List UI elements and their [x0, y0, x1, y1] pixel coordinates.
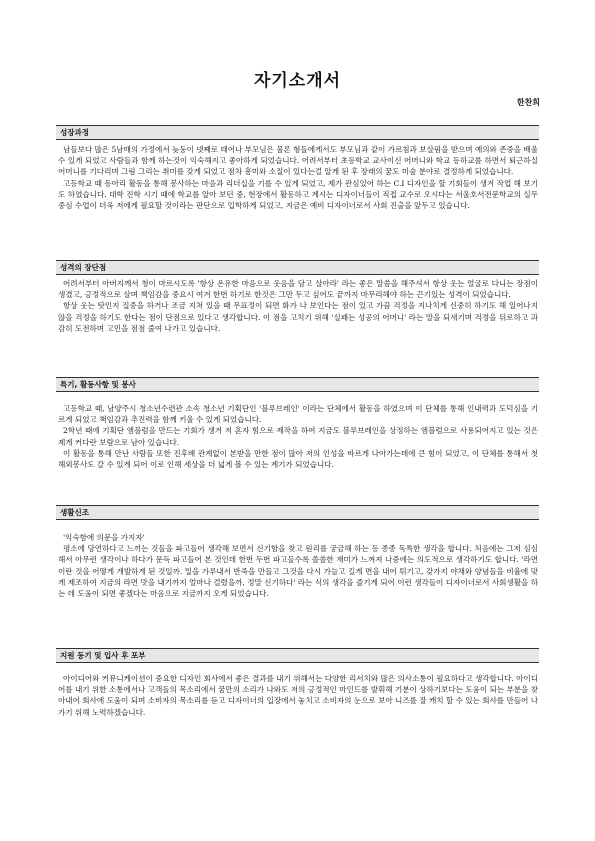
section-heading-motivation: 지원 동기 및 입사 후 포부 [56, 648, 539, 663]
paragraph: 2학년 때에 기획단 엠블럼을 만드는 기회가 생겨 저 혼자 힘으로 제작을 하여 지금도 블루브레인을 상징하는 엠블럼으로 사용되어지고 있는 것은 제게 커다란 보람으로 남아 있습니다. [58, 426, 538, 447]
section-body-motto [58, 532, 538, 599]
section-heading-activities: 특기, 활동사항 및 봉사 [56, 377, 539, 392]
paragraph: 고등학교 때 동아리 활동을 통해 봉사하는 마음과 리더십을 기를 수 있게 되었고, 제가 관심있어 하는 C.I 디자인을 할 기회들이 생겨 작업 해 보기도 하였습니다. 대학 진학 시기 때에 학교를 알아 보던 중, 현장에서 활동하고 계시는 디자이너들이 직접 교수로 오시다는 서울호서전문학교의 실무 중심 수업이 더욱 저에게 필요할 것이라는 판단으로 입학하게 되었고, 지금은 예비 디자이너로서 사회 진출을 앞두고 있습니다. [58, 178, 538, 211]
paragraph: 아이디어와 커뮤니케이션이 중요한 디자인 회사에서 좋은 결과를 내기 위해서는 다양한 리서치와 많은 의사소통이 필요하다고 생각합니다. 아이디어를 내기 위한 소통에서나 고객들의 목소리에서 꿈만의 소리가 나와도 저의 긍정적인 마인드를 발휘해 기분이 상하기보다는 도움이 되는 부분을 찾아내어 회사에 도움이 되며 소비자의 목소리를 듣고 디자이너의 입장에서 놓치고 소비자의 눈으로 보아 니즈를 잘 캐치 할 수 있는 회사를 만들어 나가기 위해 노력하겠습니다. [58, 674, 538, 717]
section-body-personality [58, 278, 538, 334]
paragraph: 항상 웃는 탓인지 집중을 하거나 조금 지쳐 있을 때 무표정이 되면 화가 나 보인다는 점이 있고 가끔 걱정을 지나치게 신중히 하기도 해 일어나지 않을 걱정을 하기도 한다는 점이 단점으로 있다고 생각합니다. 이 점을 고치기 위해 '실패는 성공의 어머니' 라는 말을 되새기며 걱정을 뒤로하고 과감히 도전하며 고민을 점점 줄여 나가고 있습니다. [58, 301, 538, 333]
section-body-activities [58, 403, 538, 470]
paragraph: 이 활동을 통해 만난 사람들 또한 진후배 관계없이 본받을 만한 점이 많아 저의 인성을 바르게 나아가는데에 큰 힘이 되었고, 이 단체를 통해서 첫 해외봉사도 갈 수 있게 되어 이로 인해 세상을 더 넓게 볼 수 있는 계기가 되었습니다. [58, 448, 538, 470]
paragraph: '익숙함에 의문을 가지자' [63, 533, 145, 542]
paragraph: 평소에 당연하다고 느끼는 것들을 파고들어 생각해 보면서 신기함을 찾고 원리를 궁금해 하는 등 종종 독특한 생각을 합니다. 처음에는 그저 심심해서 아무런 생각이나 하다가 문득 파고들어 본 것인데 한번 두번 파고들수록 쏠쏠한 재미가 느껴져 나중에는 의도적으로 생각하기도 합니다. '라면이란 것을 어떻게 개발하게 된 것일까. 밀을 가루내서 반죽을 만들고 그것을 다시 가늘고 길게 면을 내어 튀기고, 갖가지 야채와 양념들을 비율에 맞게 제조하여 지금의 라면 맛을 내기까지 얼마나 걸렸을까, 정말 신기하다' 라는 식의 생각을 즐기게 되어 이런 생각들이 디자이너로서 사회생활을 하는 데 도움이 되면 좋겠다는 마음으로 지금까지 오게 되었습니다. [58, 544, 538, 599]
author-name: 한찬희 [516, 98, 540, 107]
paragraph: 고등학교 때, 남양주시 청소년수련관 소속 청소년 기획단인 '블루브레인' 이라는 단체에서 활동을 하였으며 이 단체를 통해 인내력과 도덕심을 기르게 되었고 책임감과 추진력을 함께 키울 수 있게 되었습니다. [58, 404, 538, 425]
section-heading-personality: 성격의 장단점 [56, 260, 539, 275]
section-body-growth [58, 144, 538, 211]
section-heading-growth: 성장과정 [56, 125, 539, 140]
paragraph: 어려서부터 아버지께서 청이 마르시도록 '항상 온유한 마음으로 웃음을 담고 살아라' 라는 좋은 말씀을 해주셔서 항상 웃는 얼굴로 다니는 장점이 생겼고, 긍정적으로 살며 책임감을 중요시 여겨 한번 하기로 한것은 그만 두고 싶어도 끝까지 마무리해야 하는 끈기있는 성격이 되었습니다. [58, 279, 538, 300]
paragraph: 남들보다 많은 5남매의 가정에서 늦둥이 넷째로 태어나 부모님은 물론 형들에게서도 부모님과 같이 가르침과 보살핌을 받으며 예의와 존중을 배울수 있게 되었고 사람들과 함께 하는것이 익숙해지고 좋아하게 되었습니다. 어려서부터 초등학교 교사이신 어머니와 학교 등하교를 하면서 퇴근하실 어머니를 기다리며 그림 그리는 취미를 갖게 되었고 점차 흥미와 소질이 있다는걸 알게 된 후 장래의 꿈도 미술 분야로 결정하게 되었습니다. [58, 145, 538, 177]
document-title: 자기소개서 [253, 71, 342, 91]
section-heading-motto: 생활신조 [56, 505, 539, 520]
section-body-motivation [58, 673, 538, 718]
